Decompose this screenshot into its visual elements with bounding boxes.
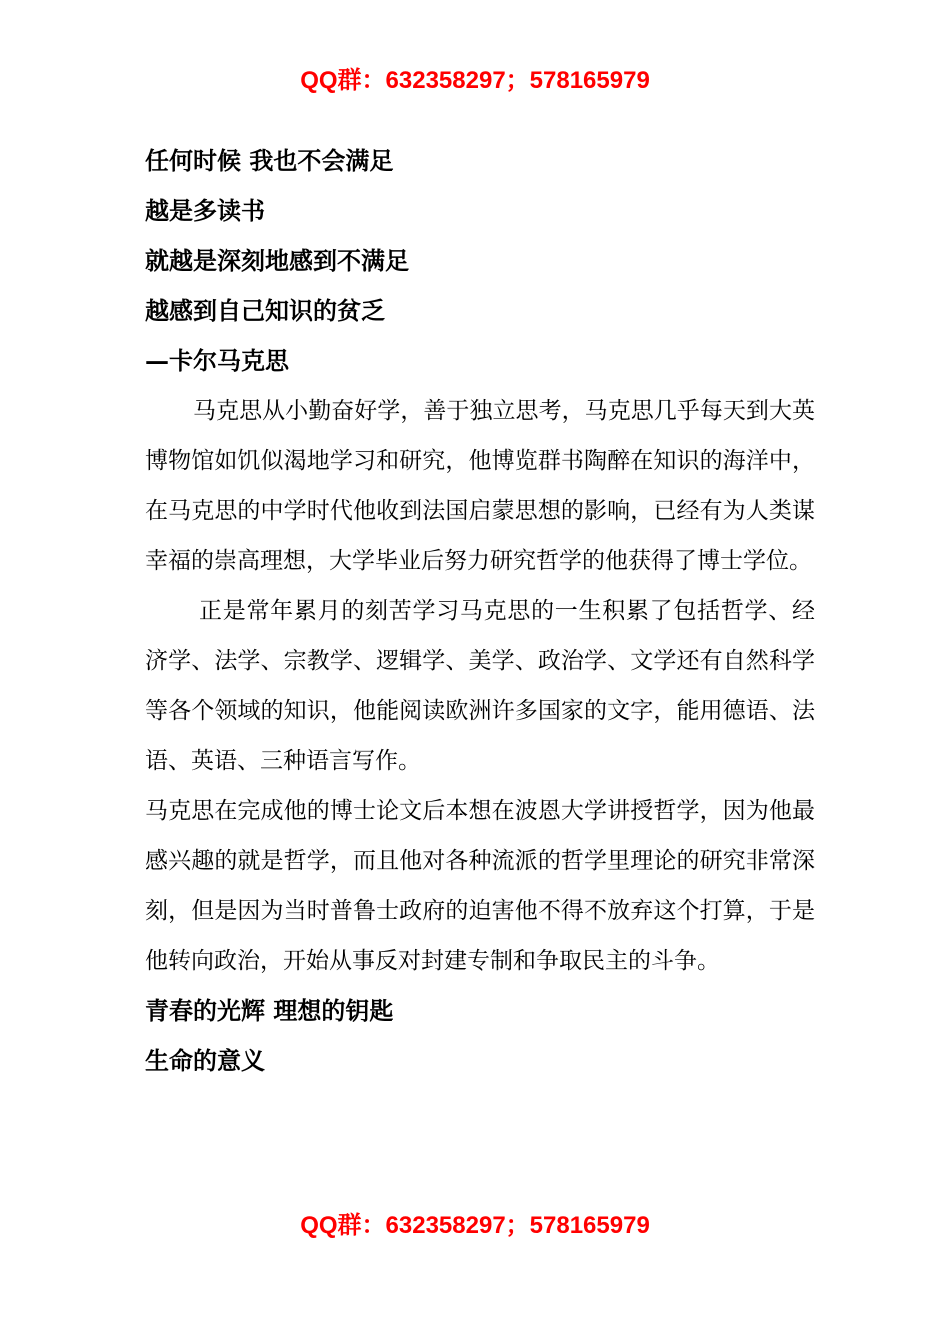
footer-qq-group: QQ群：632358297；578165979 [300,1212,650,1239]
header-qq-group: QQ群：632358297；578165979 [300,67,650,94]
paragraph: 马克思从小勤奋好学，善于独立思考，马克思几乎每天到大英博物馆如饥似渴地学习和研究，他博览群书陶醉在知识的海洋中，在马克思的中学时代他收到法国启蒙思想的影响，已经有为人类谋幸福的崇高理想，大学毕业后努力研究哲学的他获得了博士学位。 [145,398,815,574]
quote-line: 任何时候 我也不会满足 [145,146,394,175]
document-body [145,136,815,1086]
paragraph: 马克思在完成他的博士论文后本想在波恩大学讲授哲学，因为他最感兴趣的就是哲学，而且他对各种流派的哲学里理论的研究非常深刻，但是因为当时普鲁士政府的迫害他不得不放弃这个打算，于是他转向政治，开始从事反对封建专制和争取民主的斗争。 [145,798,815,974]
quote-line: 越是多读书 [145,196,265,225]
closing-line: 生命的意义 [145,1046,265,1075]
quote-author: —卡尔马克思 [145,346,289,375]
closing-line: 青春的光辉 理想的钥匙 [145,996,394,1025]
paragraph: 正是常年累月的刻苦学习马克思的一生积累了包括哲学、经济学、法学、宗教学、逻辑学、美学、政治学、文学还有自然科学等各个领域的知识，他能阅读欧洲许多国家的文字，能用德语、法语、英语、三种语言写作。 [145,598,815,774]
quote-line: 越感到自己知识的贫乏 [145,296,385,325]
quote-line: 就越是深刻地感到不满足 [145,246,409,275]
